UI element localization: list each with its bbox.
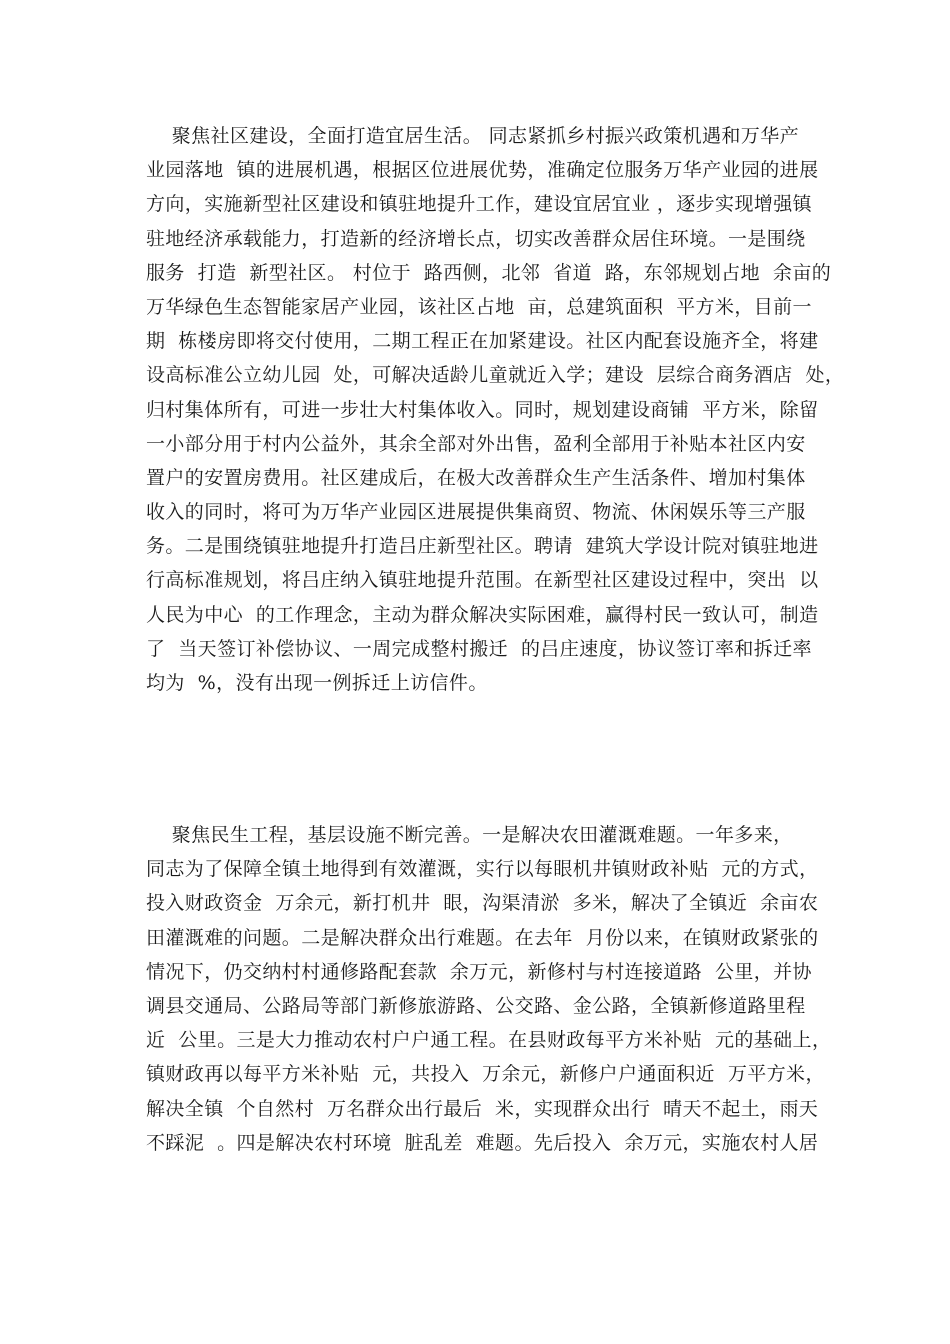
text-line: 人民为中心 的工作理念，主动为群众解决实际困难，赢得村民一致认可，制造 xyxy=(146,603,819,626)
text-line: 业园落地 镇的进展机遇，根据区位进展优势，准确定位服务万华产业园的进展 xyxy=(146,159,819,182)
text-line: 期 栋楼房即将交付使用，二期工程正在加紧建设。社区内配套设施齐全，将建 xyxy=(146,330,819,353)
text-line: 设高标准公立幼儿园 处，可解决适龄儿童就近入学；建设 层综合商务酒店 处， xyxy=(146,364,845,387)
text-line: 近 公里。三是大力推动农村户户通工程。在县财政每平方米补贴 元的基础上， xyxy=(146,1029,832,1052)
text-line: 务。二是围绕镇驻地提升打造吕庄新型社区。聘请 建筑大学设计院对镇驻地进 xyxy=(146,535,819,558)
text-line: 归村集体所有，可进一步壮大村集体收入。同时，规划建设商铺 平方米，除留 xyxy=(146,398,819,421)
text-line: 情况下，仍交纳村村通修路配套款 余万元，新修村与村连接道路 公里，并协 xyxy=(146,960,812,983)
text-line: 一小部分用于村内公益外，其余全部对外出售，盈利全部用于补贴本社区内安 xyxy=(146,432,806,455)
text-line: 聚焦民生工程，基层设施不断完善。一是解决农田灌溉难题。一年多来， xyxy=(146,824,793,846)
text-line: 驻地经济承载能力，打造新的经济增长点，切实改善群众居住环境。一是围绕 xyxy=(146,227,806,250)
text-line: 田灌溉难的问题。二是解决群众出行难题。在去年 月份以来，在镇财政紧张的 xyxy=(146,926,819,949)
text-line: 均为 %，没有出现一例拆迁上访信件。 xyxy=(146,672,488,694)
text-line: 解决全镇 个自然村 万名群众出行最后 米，实现群众出行 晴天不起土，雨天 xyxy=(146,1097,819,1120)
text-line: 镇财政再以每平方米补贴 元，共投入 万余元，新修户户通面积近 万平方米， xyxy=(146,1063,825,1086)
text-line: 行高标准规划，将吕庄纳入镇驻地提升范围。在新型社区建设过程中，突出 以 xyxy=(146,569,819,592)
text-line: 服务 打造 新型社区。 村位于 路西侧，北邻 省道 路，东邻规划占地 余亩的 xyxy=(146,261,832,284)
text-line: 聚焦社区建设，全面打造宜居生活。 同志紧抓乡村振兴政策机遇和万华产 xyxy=(146,125,799,147)
text-line: 方向，实施新型社区建设和镇驻地提升工作，建设宜居宜业 ，逐步实现增强镇 xyxy=(146,193,813,216)
text-line: 万华绿色生态智能家居产业园，该社区占地 亩，总建筑面积 平方米，目前一 xyxy=(146,295,812,318)
text-line: 同志为了保障全镇土地得到有效灌溉，实行以每眼机井镇财政补贴 元的方式， xyxy=(146,858,819,881)
text-line: 投入财政资金 万余元，新打机井 眼，沟渠清淤 多米，解决了全镇近 余亩农 xyxy=(146,892,819,915)
paragraph-community-construction xyxy=(146,119,845,700)
text-line: 置户的安置房费用。社区建成后，在极大改善群众生产生活条件、增加村集体 xyxy=(146,466,806,489)
text-line: 收入的同时，将可为万华产业园区进展提供集商贸、物流、休闲娱乐等三产服 xyxy=(146,501,806,524)
paragraph-livelihood-projects xyxy=(146,818,832,1160)
text-line: 了 当天签订补偿协议、一周完成整村搬迁 的吕庄速度，协议签订率和拆迁率 xyxy=(146,637,812,660)
text-line: 调县交通局、公路局等部门新修旅游路、公交路、金公路，全镇新修道路里程 xyxy=(146,994,806,1017)
text-line: 不踩泥 。四是解决农村环境 脏乱差 难题。先后投入 余万元，实施农村人居 xyxy=(146,1131,819,1154)
